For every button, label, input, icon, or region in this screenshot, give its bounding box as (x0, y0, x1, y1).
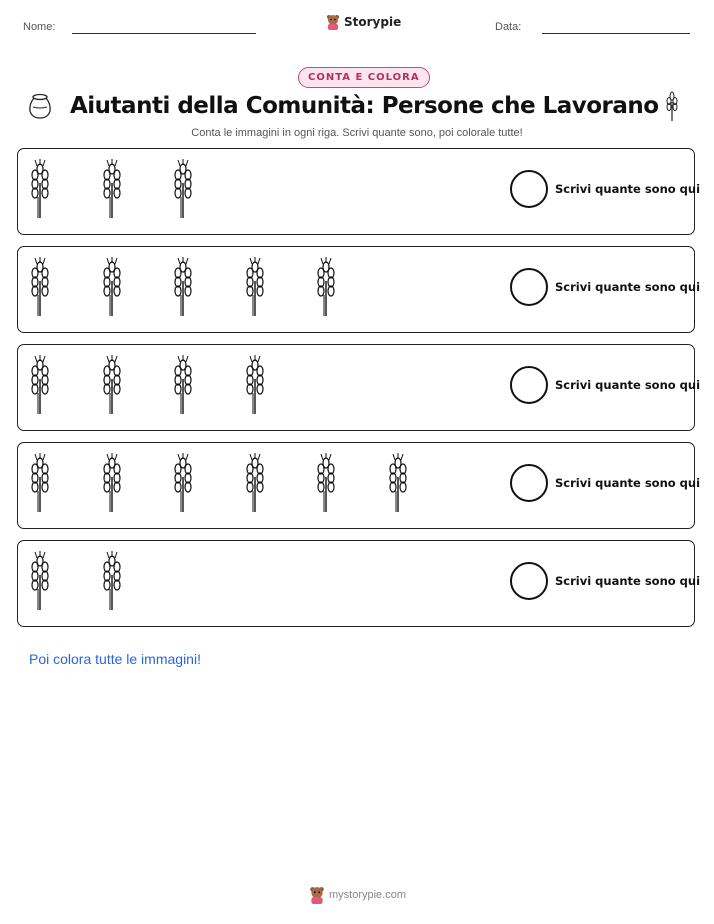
date-field-line[interactable] (542, 33, 690, 34)
counting-row (17, 442, 701, 529)
wheat-icon (27, 549, 53, 615)
wheat-icon (170, 157, 196, 223)
instructions: Conta le immagini in ogni riga. Scrivi quante sono, poi colorale tutte! (191, 127, 523, 139)
answer-circle[interactable] (510, 464, 548, 502)
write-count-prompt: Scrivi quante sono qui (555, 280, 701, 294)
footer-note: Poi colora tutte le immagini! (29, 651, 201, 667)
date-label: Data: (495, 21, 522, 33)
wheat-icon (99, 255, 125, 321)
brand-logo (326, 14, 401, 30)
name-label: Nome: (23, 21, 56, 33)
bear-mascot-icon (309, 886, 325, 904)
answer-circle[interactable] (510, 562, 548, 600)
answer-circle[interactable] (510, 170, 548, 208)
name-field-line[interactable] (72, 33, 256, 34)
wheat-icon (313, 451, 339, 517)
counting-row (17, 344, 701, 431)
counting-row (17, 246, 701, 333)
wheat-icon (99, 157, 125, 223)
counting-row (17, 148, 701, 235)
wheat-icon (664, 90, 680, 122)
wheat-icon (27, 451, 53, 517)
wheat-icon (242, 353, 268, 419)
wheat-icon (385, 451, 411, 517)
write-count-prompt: Scrivi quante sono qui (555, 182, 701, 196)
wheat-icon (170, 255, 196, 321)
wheat-icon (27, 353, 53, 419)
wheat-icon (170, 353, 196, 419)
wheat-icon (99, 451, 125, 517)
bear-mascot-icon (326, 14, 340, 30)
footer-site (309, 886, 406, 904)
page-title: Aiutanti della Comunità: Persone che Lavorano (70, 93, 659, 119)
wheat-icon (27, 255, 53, 321)
wheat-icon (170, 451, 196, 517)
wheat-icon (99, 549, 125, 615)
brand-name: Storypie (344, 15, 402, 29)
answer-circle[interactable] (510, 268, 548, 306)
wheat-icon (27, 157, 53, 223)
write-count-prompt: Scrivi quante sono qui (555, 378, 701, 392)
wheat-icon (99, 353, 125, 419)
counting-row (17, 540, 701, 627)
pot-icon (27, 92, 53, 120)
answer-circle[interactable] (510, 366, 548, 404)
wheat-icon (242, 451, 268, 517)
wheat-icon (242, 255, 268, 321)
write-count-prompt: Scrivi quante sono qui (555, 574, 701, 588)
activity-badge: CONTA E COLORA (298, 67, 430, 88)
footer-site-text: mystorypie.com (329, 889, 407, 901)
wheat-icon (313, 255, 339, 321)
write-count-prompt: Scrivi quante sono qui (555, 476, 701, 490)
